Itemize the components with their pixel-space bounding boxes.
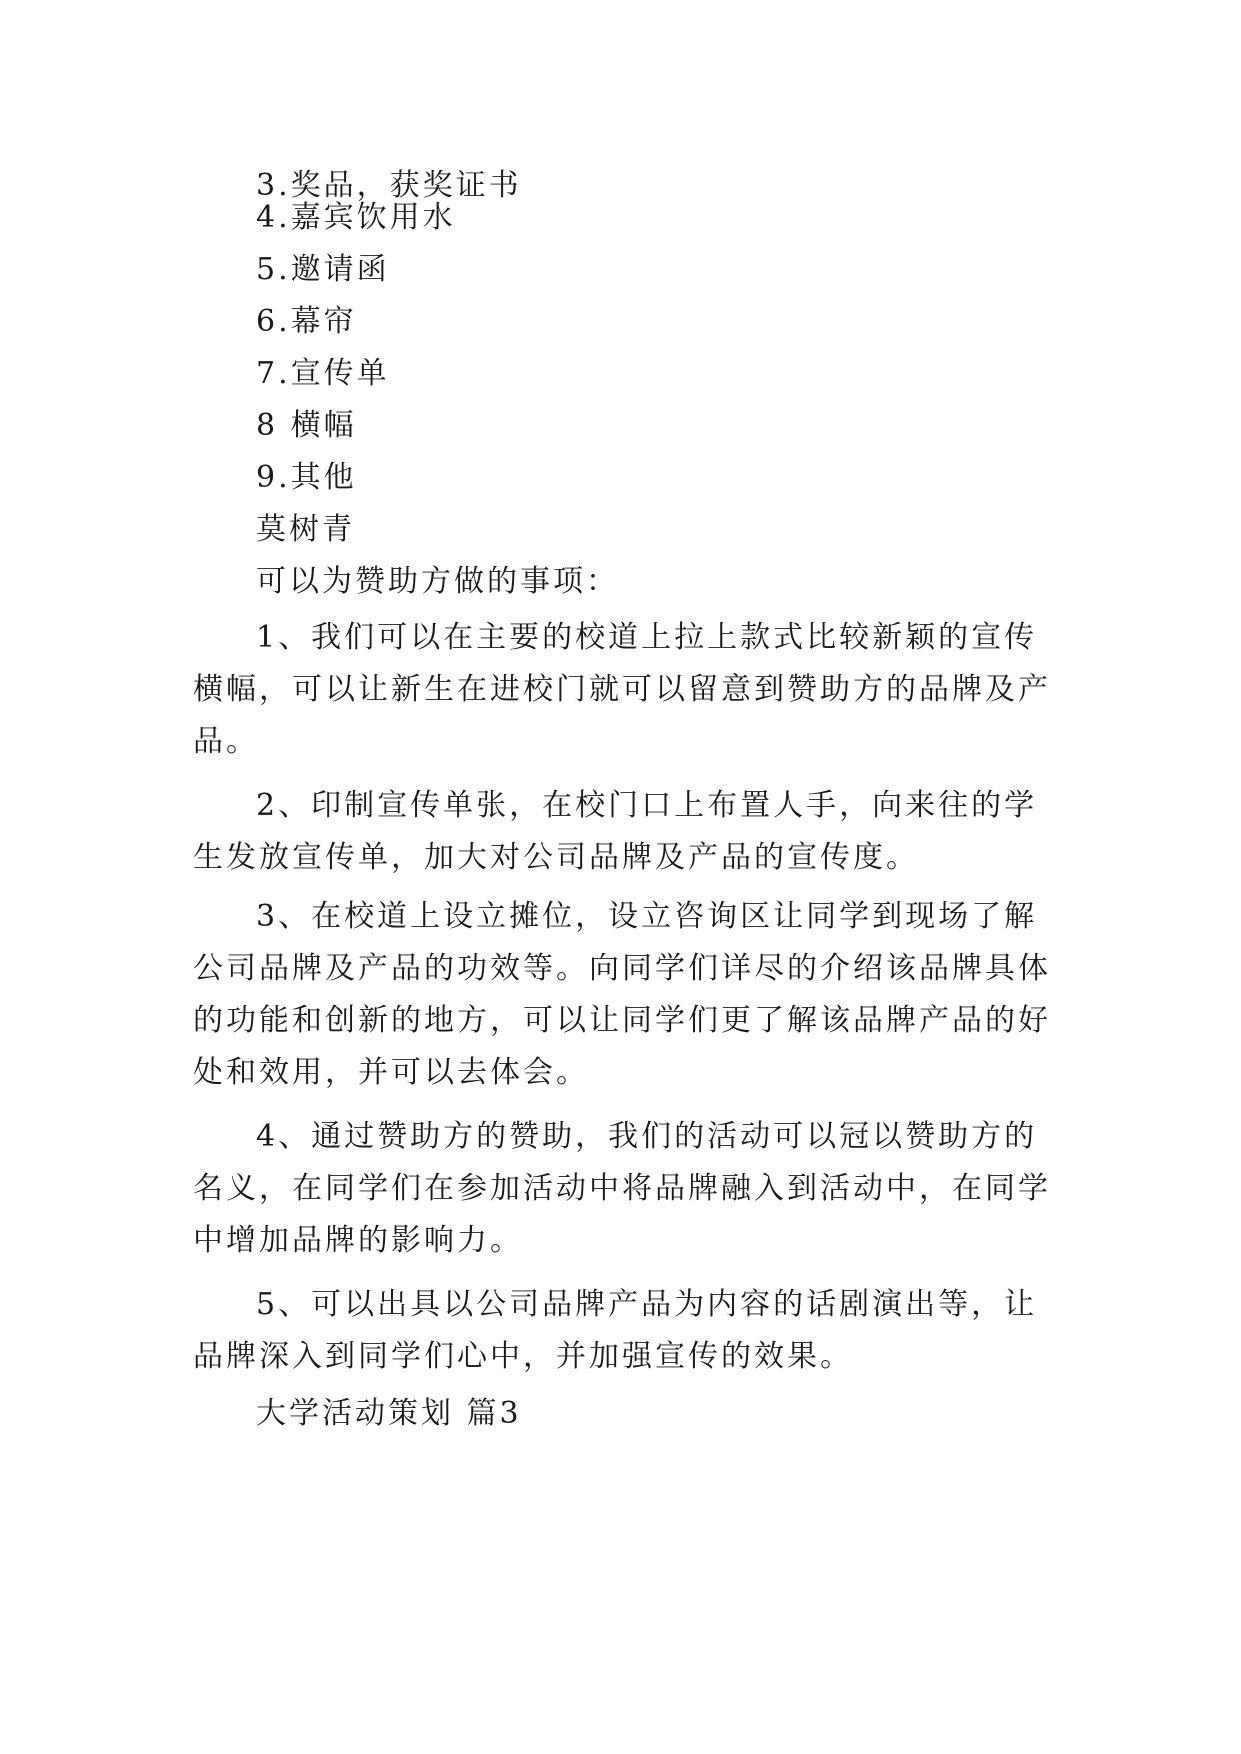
paragraph-line: 2、印制宣传单张，在校门口上布置人手，向来往的学 <box>256 788 1038 823</box>
paragraph-line: 生发放宣传单，加大对公司品牌及产品的宣传度。 <box>193 840 919 875</box>
list-item: 8 横幅 <box>256 408 357 443</box>
paragraph-line: 中增加品牌的影响力。 <box>193 1223 523 1258</box>
paragraph-line: 4、通过赞助方的赞助，我们的活动可以冠以赞助方的 <box>256 1119 1038 1154</box>
paragraph-line: 的功能和创新的地方，可以让同学们更了解该品牌产品的好 <box>193 1003 1051 1038</box>
list-item: 4.嘉宾饮用水 <box>256 200 456 235</box>
paragraph-line: 横幅，可以让新生在进校门就可以留意到赞助方的品牌及产 <box>193 672 1051 707</box>
section-title: 大学活动策划 篇3 <box>256 1396 522 1431</box>
paragraph-line: 公司品牌及产品的功效等。向同学们详尽的介绍该品牌具体 <box>193 951 1051 986</box>
person-name: 莫树青 <box>256 512 355 547</box>
list-item: 6.幕帘 <box>256 304 357 339</box>
section-heading: 可以为赞助方做的事项： <box>256 564 619 599</box>
paragraph-line: 名义，在同学们在参加活动中将品牌融入到活动中，在同学 <box>193 1171 1051 1206</box>
list-item: 9.其他 <box>256 460 357 495</box>
list-item: 3.奖品，获奖证书 <box>256 168 522 203</box>
paragraph-line: 3、在校道上设立摊位，设立咨询区让同学到现场了解 <box>256 899 1038 934</box>
paragraph-line: 5、可以出具以公司品牌产品为内容的话剧演出等，让 <box>256 1287 1038 1322</box>
list-item: 7.宣传单 <box>256 356 390 391</box>
paragraph-line: 处和效用，并可以去体会。 <box>193 1055 589 1090</box>
list-item: 5.邀请函 <box>256 252 390 287</box>
paragraph-line: 品牌深入到同学们心中，并加强宣传的效果。 <box>193 1339 853 1374</box>
paragraph-line: 1、我们可以在主要的校道上拉上款式比较新颖的宣传 <box>256 620 1038 655</box>
paragraph-line: 品。 <box>193 724 259 759</box>
